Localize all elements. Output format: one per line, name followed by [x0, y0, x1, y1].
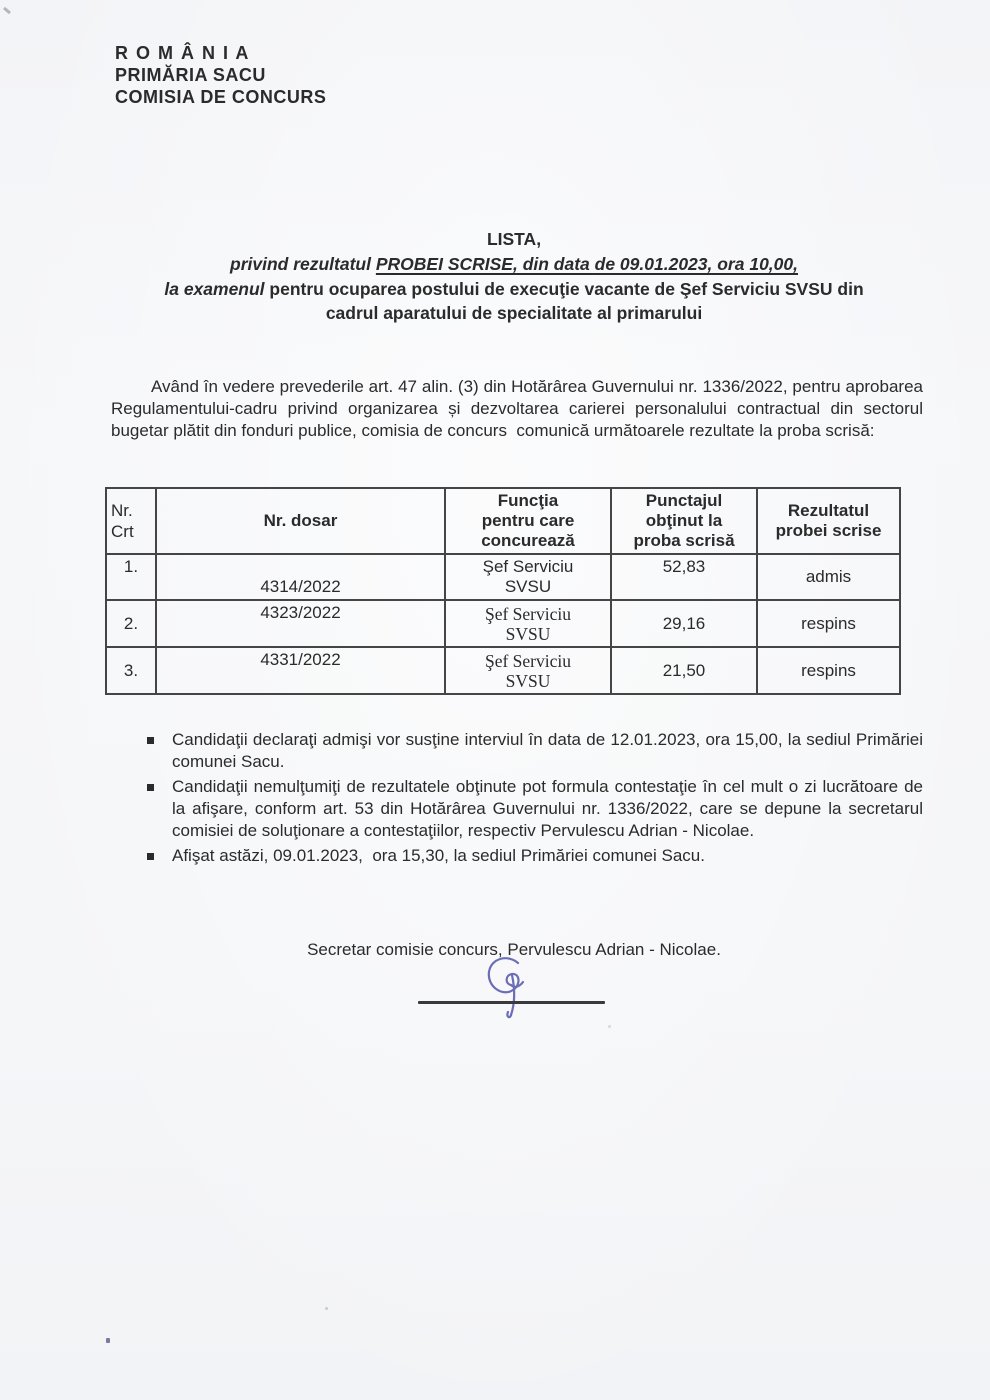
- doc-subtitle-line3: [105, 277, 923, 302]
- scan-speck: [3, 7, 11, 14]
- letterhead-committee: COMISIA DE CONCURS: [115, 87, 327, 107]
- subtitle-underlined: PROBEI SCRISE, din data de 09.01.2023, ora 10,00,: [375, 253, 798, 274]
- cell-crt: 1.: [106, 554, 156, 600]
- cell-rezultat: respins: [757, 600, 900, 647]
- scan-speck: [608, 1025, 611, 1028]
- cell-punctaj: 29,16: [611, 600, 757, 647]
- intro-paragraph: Având în vedere prevederile art. 47 alin. (3) din Hotărârea Guvernului nr. 1336/2022, pentru aprobarea Regulamentului-cadru privind organizarea și dezvoltarea carierei personalului contractual din sectorul bugetar plătit din fonduri publice, comisia de concurs comunică următoarele rezultate la proba scrisă:: [111, 377, 928, 440]
- list-item: [147, 845, 923, 867]
- bullet-square-icon: [147, 784, 154, 791]
- handwritten-signature: [478, 953, 540, 1019]
- header-nr-dosar: Nr. dosar: [156, 488, 445, 554]
- cell-functia: Şef Serviciu SVSU: [445, 600, 611, 647]
- note-text: Afişat astăzi, 09.01.2023, ora 15,30, la sediul Primăriei comunei Sacu.: [172, 846, 705, 865]
- note-text: Candidaţii declaraţi admişi vor susţine interviul în data de 12.01.2023, ora 15,00, la sediul Primăriei comunei Sacu.: [172, 730, 928, 771]
- header-nr-crt: Nr. Crt: [106, 488, 156, 554]
- cell-dosar: 4323/2022: [156, 600, 445, 647]
- cell-punctaj: 21,50: [611, 647, 757, 694]
- list-item: [147, 776, 928, 842]
- cell-rezultat: respins: [757, 647, 900, 694]
- cell-dosar: 4314/2022: [156, 554, 445, 600]
- cell-dosar: 4331/2022: [156, 647, 445, 694]
- doc-subtitle-line2: [105, 252, 923, 277]
- cell-functia: Şef Serviciu SVSU: [445, 554, 611, 600]
- cell-rezultat: admis: [757, 554, 900, 600]
- signature-line: [418, 1001, 605, 1004]
- letterhead-institution: PRIMĂRIA SACU: [115, 65, 266, 85]
- note-text: Candidaţii nemulţumiţi de rezultatele obţinute pot formula contestaţie în cel mult o zi lucrătoare de la afişare, conform art. 53 din Hotărârea Guvernului nr. 1336/2022, care se depune la secretarul comisiei de soluţionare a contestaţiilor, respectiv Pervulescu Adrian - Nicolae.: [172, 777, 928, 840]
- table-row: [106, 647, 900, 694]
- title-block: [105, 227, 923, 326]
- header-punctaj: Punctajul obţinut la proba scrisă: [611, 488, 757, 554]
- letterhead: [115, 42, 326, 108]
- subtitle-italic-part: la examenul: [164, 278, 265, 299]
- letterhead-country: R O M Â N I A: [115, 43, 250, 63]
- bullet-square-icon: [147, 737, 154, 744]
- scan-speck: [325, 1307, 328, 1310]
- bullet-square-icon: [147, 853, 154, 860]
- cell-crt: 3.: [106, 647, 156, 694]
- header-functia: Funcţia pentru care concurează: [445, 488, 611, 554]
- cell-punctaj: 52,83: [611, 554, 757, 600]
- header-rezultat: Rezultatul probei scrise: [757, 488, 900, 554]
- cell-functia: Şef Serviciu SVSU: [445, 647, 611, 694]
- list-item: [147, 729, 928, 773]
- doc-title: LISTA,: [486, 229, 542, 249]
- subtitle-rest: pentru ocuparea postului de execuţie vacante de Şef Serviciu SVSU din: [264, 278, 864, 299]
- results-table: [105, 487, 901, 695]
- cell-crt: 2.: [106, 600, 156, 647]
- notes-list: [147, 729, 928, 870]
- doc-subtitle-line4: cadrul aparatului de specialitate al primarului: [325, 303, 703, 324]
- table-row: [106, 600, 900, 647]
- scan-speck: [106, 1338, 110, 1343]
- table-header-row: [106, 488, 900, 554]
- signature-label: Secretar comisie concurs, Pervulescu Adrian - Nicolae.: [307, 940, 721, 959]
- table-row: [106, 554, 900, 600]
- subtitle-prefix: privind rezultatul: [230, 253, 376, 274]
